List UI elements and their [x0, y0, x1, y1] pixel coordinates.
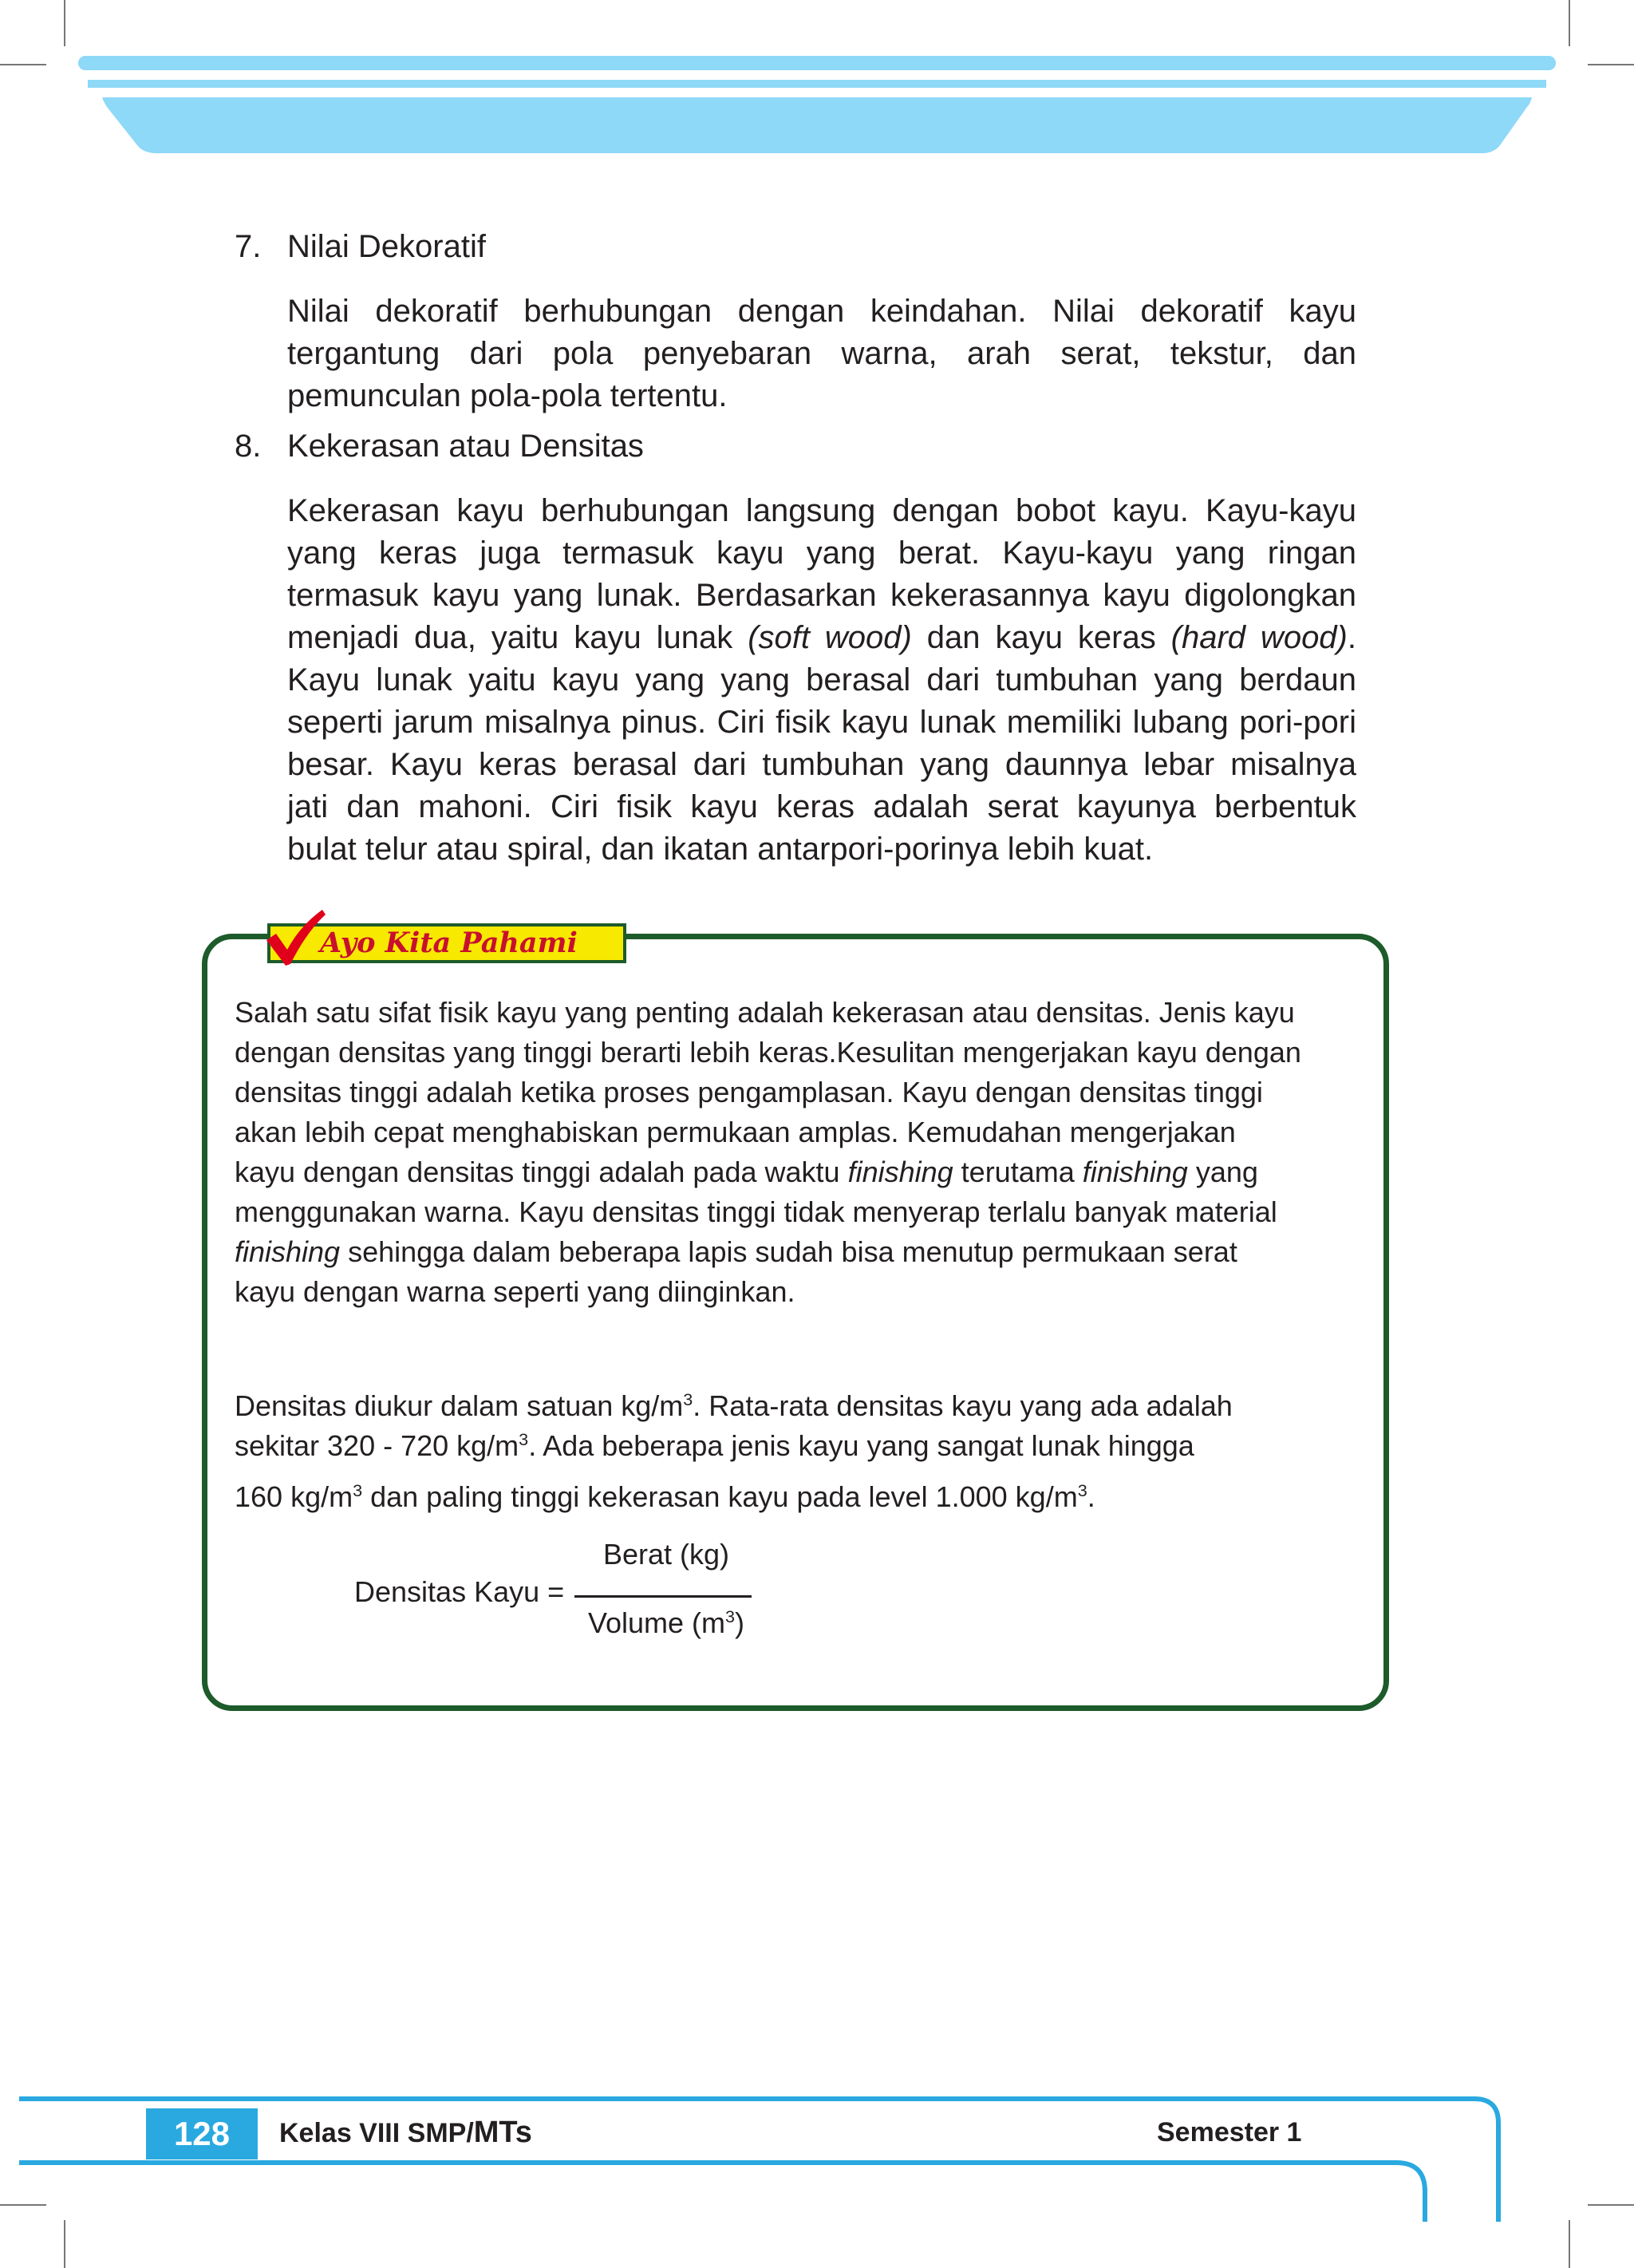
- box-line: finishing sehingga dalam beberapa lapis sudah bisa menutup permukaan serat: [235, 1235, 1237, 1268]
- paragraph-line: bulat telur atau spiral, dan ikatan antarpori-porinya lebih kuat.: [287, 832, 1154, 867]
- box-line: menggunakan warna. Kayu densitas tinggi tidak menyerap terlalu banyak material: [235, 1195, 1277, 1228]
- checkmark-icon: [263, 908, 327, 967]
- header-band: [0, 0, 1634, 160]
- box-line: sekitar 320 - 720 $kg/m^3$. Ada beberapa jenis kayu yang sangat lunak hingga: [235, 1429, 1194, 1462]
- paragraph-line: seperti jarum misalnya pinus. Ciri fisik kayu lunak memiliki lubang pori-pori: [287, 705, 1356, 740]
- paragraph-line: Nilai dekoratif berhubungan dengan keindahan. Nilai dekoratif kayu: [287, 294, 1356, 329]
- section-number: 8.: [235, 429, 262, 464]
- footer-class-label: Kelas VIII SMP/MTs: [279, 2116, 532, 2149]
- box-line: densitas tinggi adalah ketika proses pengamplasan. Kayu dengan densitas tinggi: [235, 1076, 1263, 1108]
- paragraph-line: besar. Kayu keras berasal dari tumbuhan yang daunnya lebar misalnya: [287, 747, 1356, 782]
- crop-mark: [1569, 2220, 1570, 2268]
- formula-denominator: Volume $(m^3)$: [587, 1606, 745, 1639]
- formula-numerator: Berat (kg): [602, 1538, 730, 1571]
- fraction-bar: [574, 1595, 752, 1598]
- paragraph-line: Kekerasan kayu berhubungan langsung dengan bobot kayu. Kayu-kayu: [287, 493, 1356, 528]
- box-line: 160 $kg/m^3$ dan paling tinggi kekerasan kayu pada level 1.000 $kg/m^3$.: [235, 1480, 1095, 1513]
- paragraph-line: tergantung dari pola penyebaran warna, arah serat, tekstur, dan: [287, 336, 1356, 371]
- section-title: Kekerasan atau Densitas: [287, 429, 644, 464]
- section-title: Nilai Dekoratif: [287, 229, 486, 264]
- box-line: Densitas diukur dalam satuan $kg/m^3$. Rata-rata densitas kayu yang ada adalah: [235, 1389, 1233, 1422]
- paragraph-line: pemunculan pola-pola tertentu.: [287, 378, 728, 413]
- crop-mark: [64, 2220, 65, 2268]
- section-number: 7.: [235, 229, 262, 264]
- section-paragraph-7: [287, 290, 1356, 417]
- box-line: akan lebih cepat menghabiskan permukaan amplas. Kemudahan mengerjakan: [235, 1116, 1236, 1148]
- info-box-paragraph-1: [235, 993, 1301, 1312]
- footer-semester: Semester 1: [1157, 2117, 1302, 2147]
- info-box-tag-label: Ayo Kita Pahami: [320, 927, 578, 959]
- section-paragraph-8: [287, 490, 1356, 871]
- section-heading-7: [235, 226, 486, 268]
- box-line: kayu dengan densitas tinggi adalah pada waktu finishing terutama finishing yang: [235, 1156, 1258, 1188]
- formula-lhs: Densitas Kayu =: [354, 1575, 565, 1608]
- section-heading-8: [235, 425, 644, 468]
- density-formula: [351, 1540, 830, 1644]
- box-line: kayu dengan warna seperti yang diinginkan.: [235, 1275, 795, 1308]
- page-number: 128: [146, 2108, 258, 2159]
- paragraph-line: jati dan mahoni. Ciri fisik kayu keras adalah serat kayunya berbentuk: [287, 789, 1356, 824]
- box-line: dengan densitas yang tinggi berarti lebih keras.Kesulitan mengerjakan kayu dengan: [235, 1036, 1301, 1069]
- paragraph-line: yang keras juga termasuk kayu yang berat. Kayu-kayu yang ringan: [287, 535, 1356, 571]
- paragraph-line: termasuk kayu yang lunak. Berdasarkan kekerasannya kayu digolongkan: [287, 578, 1356, 613]
- paragraph-line: menjadi dua, yaitu kayu lunak (soft wood) dan kayu keras (hard wood).: [287, 620, 1357, 655]
- info-box-paragraph-2: [235, 1386, 1233, 1517]
- paragraph-line: Kayu lunak yaitu kayu yang yang berasal dari tumbuhan yang berdaun: [287, 662, 1356, 697]
- box-line: Salah satu sifat fisik kayu yang penting adalah kekerasan atau densitas. Jenis kayu: [235, 996, 1295, 1029]
